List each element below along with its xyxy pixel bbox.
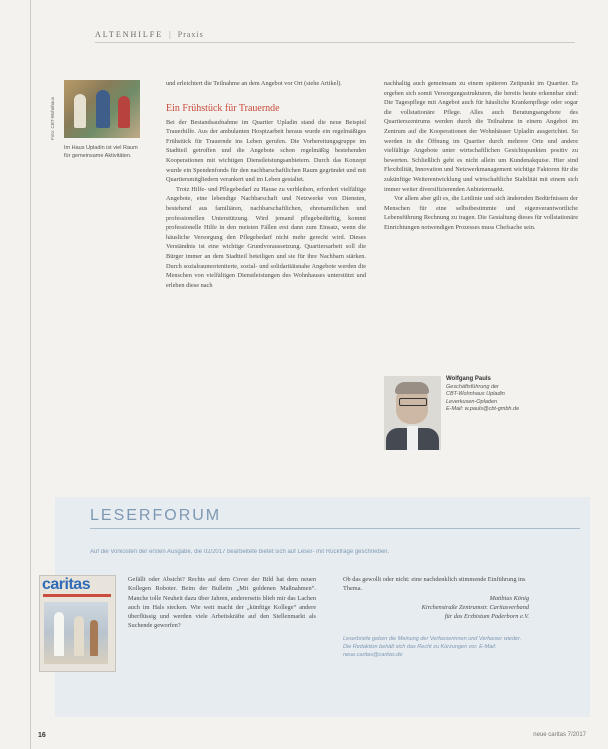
author-email[interactable]: E-Mail: w.pauls@cbt-gmbh.de xyxy=(446,406,520,412)
letter-signature-org: Kirchenstraße Zentrumstr. Caritasverband xyxy=(421,603,529,611)
article-paragraph: nachhaltig auch gemeinsam zu einem späteren Zeitpunkt im Quartier. Es ergeben sich somit Versorgungsstrukturen, die bereits heute erkennbar sind: Die Tagespflege mit Angebot auch für häusliche Krankenpflege oder sogar die vollstationäre Pflege. Alles auch Beratungsangebote des Quartierszentrums werden durch die Teilnahme in einem Angebot im Zentrum auf die Kooperationen der Wohnhäuser Upladin ausgerichtet. So werden in die Öffnung im Quartier durch mehrere Orte und andere vielfältige Angebote unter wirtschaftlichen Gesichtspunkten positiv zu bewerten. Schließlich geht es nicht allein um Kundenakquise. Hier sind Flexibilität, Innovation und Netzwerkmanagement wichtige Faktoren für die zukünftige Weiterentwicklung und wirtschaftliche Stabilität mit einem sich immer weiter diversifizierenden Anbietermarkt. xyxy=(384,80,578,193)
article-paragraph: und erleichtert die Teilnahme an dem Angebot vor Ort (siehe Artikel). xyxy=(166,80,342,87)
margin-line xyxy=(30,0,31,749)
photo-caption: Im Haus Upladin ist viel Raum für gemeinsame Aktivitäten. xyxy=(64,145,138,159)
article-paragraph: Trotz Hilfe- und Pflegebedarf zu Hause zu verbleiben, erfordert vielfältige Angebote, eine lebendige Nachbarschaft und Netzwerke von Diensten, bestehend aus familiären, nachbarschaftlichen, ehrenamtlichen und professionellen Unterstützung. Wird jemand pflegebedürftig, kommt professionelle Hilfe in den meisten Fällen erst dann zum Einsatz, wenn die häusliche Versorgung den Pflegebedarf nicht mehr gerecht wird. Dieses Verständnis ist eine wichtige Grundvoraussetzung. Quartiersarbeit soll die Bürger immer an dem Stadtteil beteiligen und sie für ihre Nachbarn stärken. Durch sozialraumorientierte, sozial- und solidaritätsnahe Angebote werden die Menschen von vielfältigen Dienstleistungen des Wohnhauses unterstützt und erleben diese nach xyxy=(166,185,366,289)
letter-signature-name: Matthias König xyxy=(489,594,529,602)
letter-signature-org2: für das Erzbistum Paderborn e.V. xyxy=(444,613,529,621)
reader-letter-2 xyxy=(343,575,529,659)
article-photo xyxy=(64,80,140,138)
letter-text: Ob das gewollt oder nicht: eine nachdenklich stimmende Einführung ins Thema. xyxy=(343,576,526,593)
article-column-2 xyxy=(384,79,578,233)
forum-title: LESERFORUM xyxy=(90,507,222,524)
article-column-1 xyxy=(166,79,366,290)
forum-rule xyxy=(90,528,580,529)
article-paragraph: Vor allem aber gilt es, die Leitlinie und sich ändernden Bedürfnissen der Menschen für eine selbstbestimmte und eigenverantwortliche Lebensführung Rechnung zu tragen. Die Gestaltung dieses für vollstationäre Einrichtungen notwendigen Prozesses muss Chefsache sein. xyxy=(384,195,578,231)
author-role: Geschäftsführung der xyxy=(446,383,499,390)
article-subheading: Ein Frühstück für Trauernde xyxy=(166,102,280,114)
author-portrait xyxy=(384,376,441,450)
subsection-title: Praxis xyxy=(177,30,204,39)
author-name: Wolfgang Pauls xyxy=(446,376,491,382)
author-info xyxy=(446,376,574,414)
page-number: 16 xyxy=(38,732,46,739)
photo-credit: Foto: CBT-Wohnhaus xyxy=(50,96,55,140)
author-org: CBT-Wohnhaus Upladin xyxy=(446,391,505,397)
author-city: Leverkusen-Opladen xyxy=(446,398,498,405)
leserforum-box xyxy=(42,497,590,717)
forum-intro: Auf die Vorkosten der ersten Ausgabe, die 02/2017 bearbeitete bietet sich auf Leser- mit Rückfrage geschrieben. xyxy=(90,549,390,555)
article-paragraph: Bei der Bestandsaufnahme im Quartier Upladin stand die neue Beispiel Trauerhilfe. Aus der ambulanten Hospizarbeit heraus wurde ein regelmäßiges Frühstück für Trauernde ins Leben gerufen. Die Vorbereitungsgruppe im Stadtteil getroffen und die Angebote schon regelmäßig bestehenden Kooperationen mit wichtigen Dienstleistungsanbietern. Durch das Konzept wurde ein Spendenfonds für den nachbarschaftlichen Raum gegründet und mit Quartiersmitgliedern verankert und im Leben gestaltet. xyxy=(166,118,366,184)
magazine-title: caritas xyxy=(42,576,91,593)
issue-label: neue caritas 7/2017 xyxy=(533,732,586,738)
forum-note: Leserbriefe geben die Meinung der Verfasserinnen und Verfasser wieder. Die Redaktion behält sich das Recht zu Kürzungen vor. E-Mail: neue.caritas@caritas.de xyxy=(343,636,522,659)
reader-letter-1: Gefällt oder Absicht? Rechts auf dem Cover der Bild hat dem neuen Kollegen Roboter. Beim der Bulletin „Mit goldenen Maßnahmen“. Manche tolle Neuheit dazu über Jahren, andererseits blieb mir das Lachen auch im Hals stecken. Wie weit macht der „künftige Kollege“ andere überflüssig und werden viele Arbeitskräfte auf den Stellenmarkt als Suchende geworfen? xyxy=(128,576,316,630)
page-header: ALTENHILFE | Praxis xyxy=(95,30,204,39)
section-title: ALTENHILFE xyxy=(95,30,164,39)
header-rule xyxy=(95,42,575,43)
magazine-cover-thumbnail xyxy=(39,575,116,672)
